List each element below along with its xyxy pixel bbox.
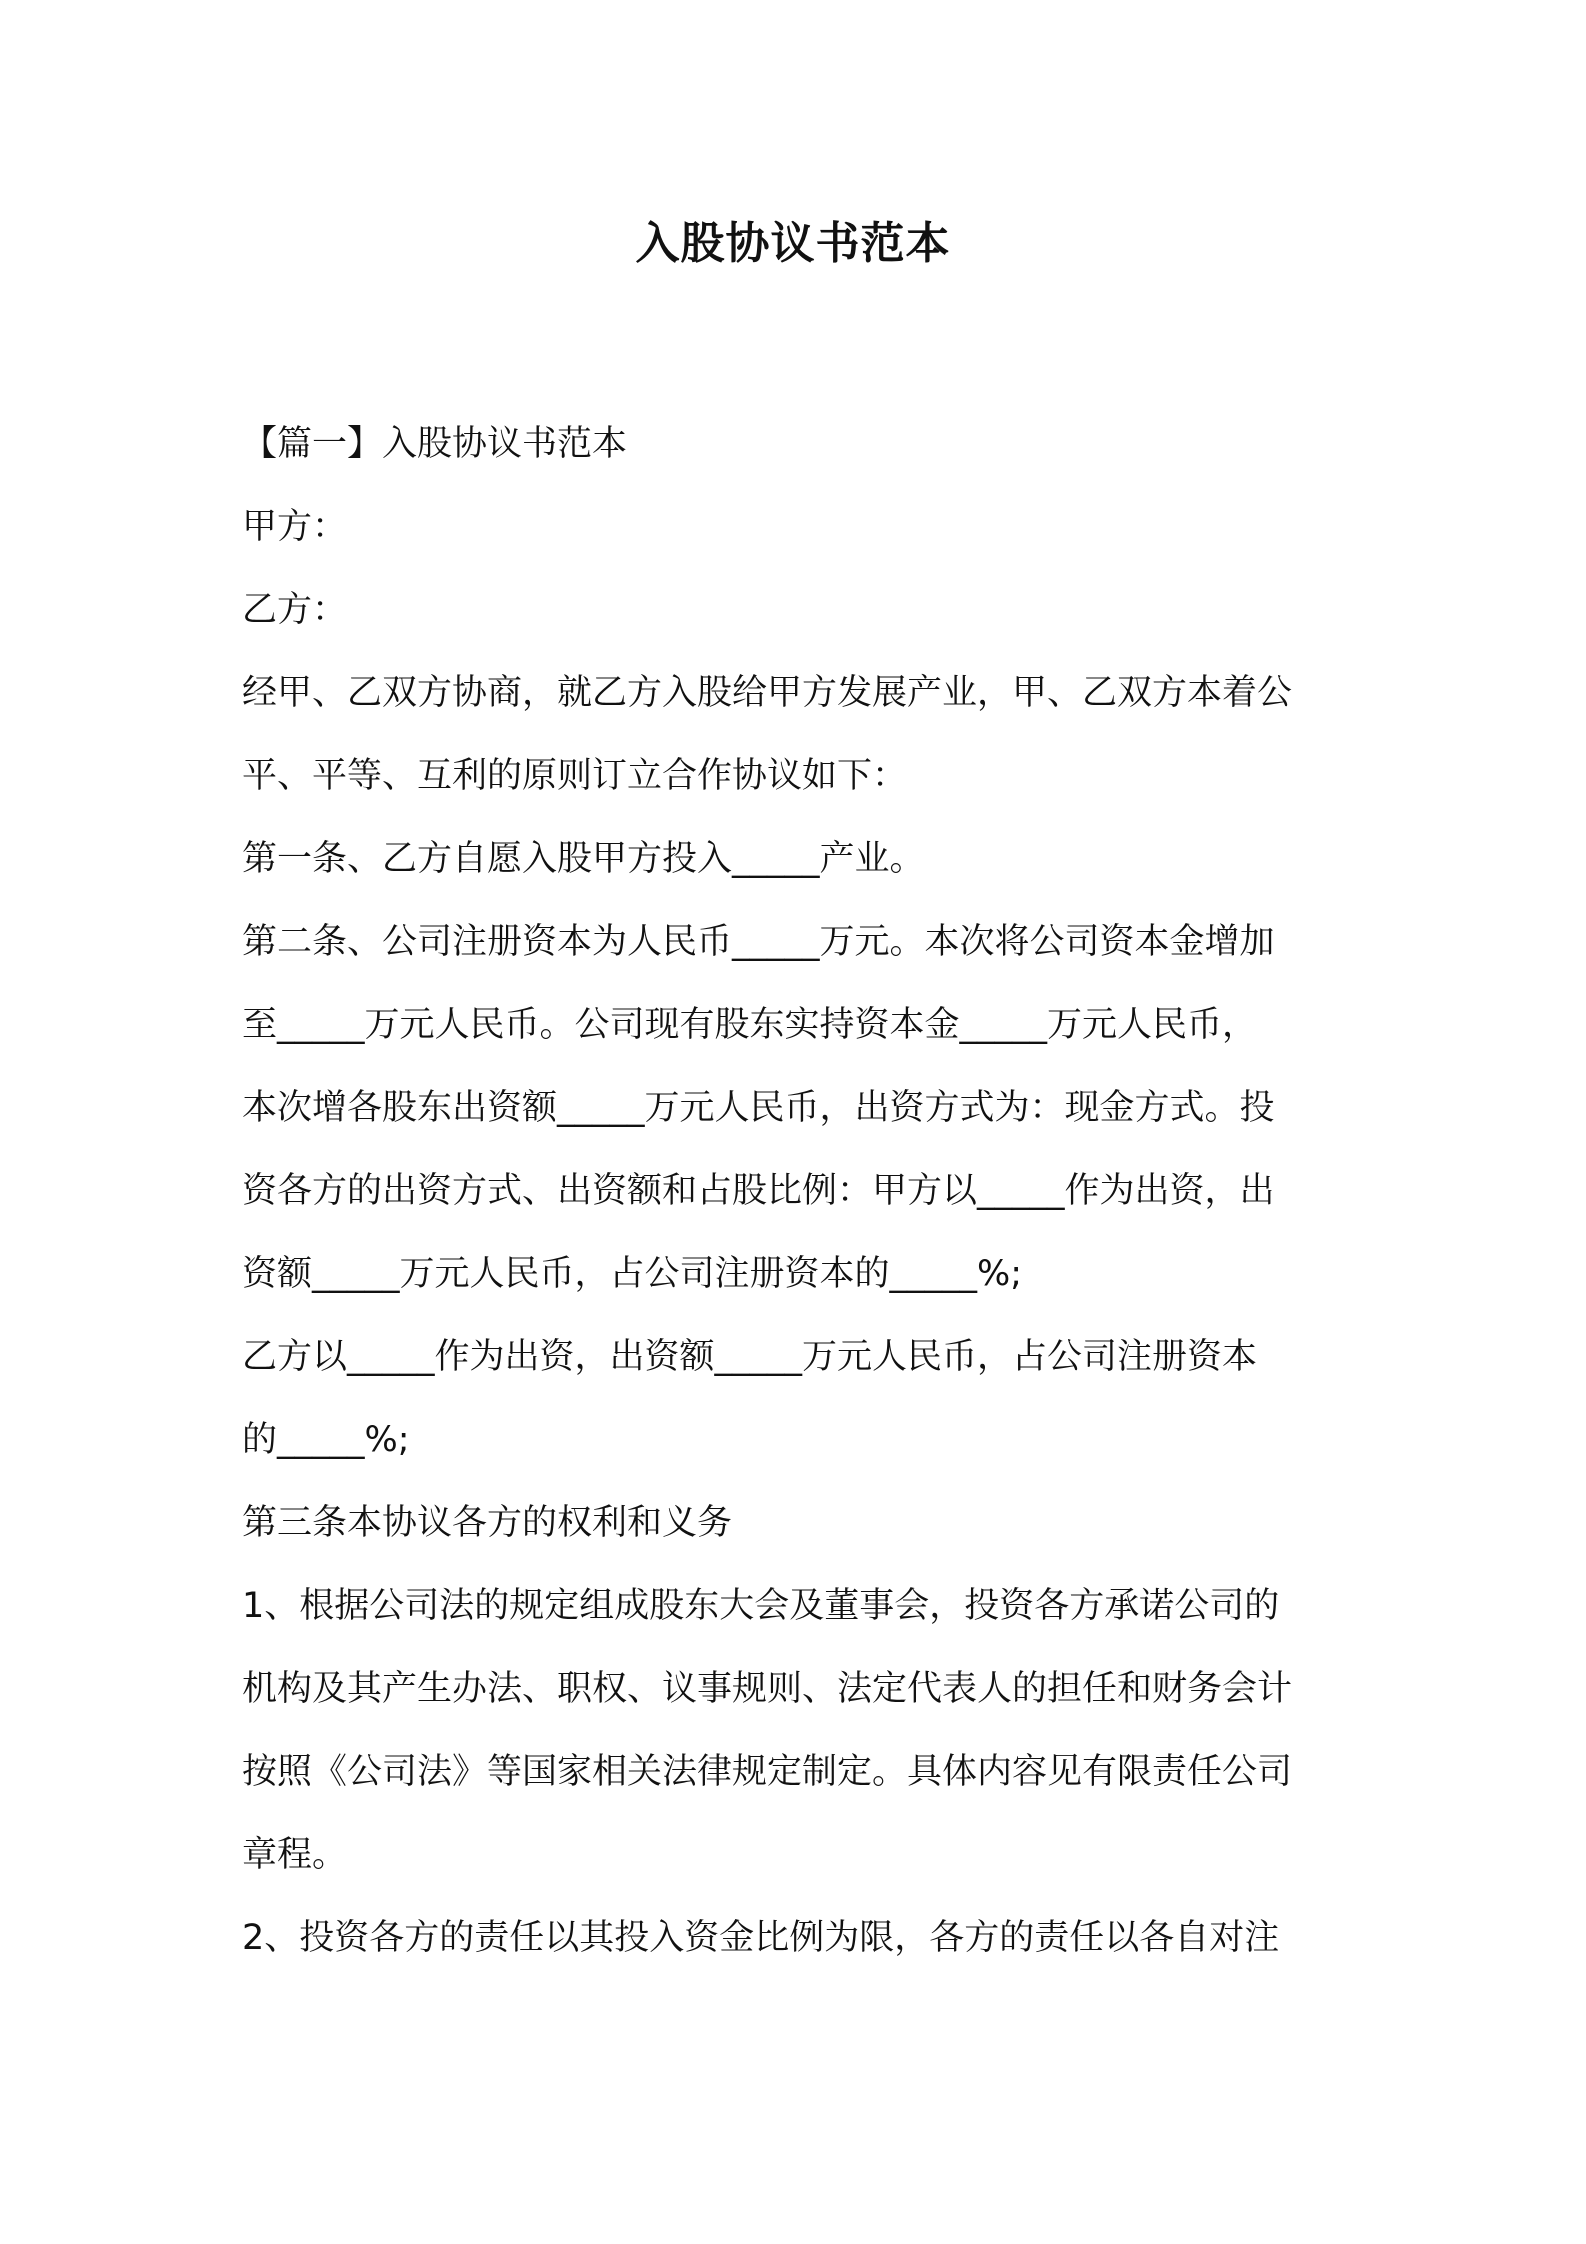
section-heading: 【篇一】入股协议书范本 [242,424,628,464]
article-2-line: 第二条、公司注册资本为人民币_____万元。本次将公司资本金增加 [242,922,1275,962]
document-title: 入股协议书范本 [635,218,951,269]
paragraph-line: 平、平等、互利的原则订立合作协议如下： [242,756,908,796]
paragraph-line: 按照《公司法》等国家相关法律规定制定。具体内容见有限责任公司 [242,1752,1293,1792]
article-3-heading: 第三条本协议各方的权利和义务 [242,1503,733,1543]
clause-2-line: 2、投资各方的责任以其投入资金比例为限，各方的责任以各自对注 [242,1918,1280,1958]
paragraph-line: 本次增各股东出资额_____万元人民币，出资方式为：现金方式。投 [242,1088,1275,1128]
paragraph-line: 机构及其产生办法、职权、议事规则、法定代表人的担任和财务会计 [242,1669,1293,1709]
paragraph-line: 资各方的出资方式、出资额和占股比例：甲方以_____作为出资，出 [242,1171,1275,1211]
paragraph-line: 经甲、乙双方协商，就乙方入股给甲方发展产业，甲、乙双方本着公 [242,673,1293,713]
paragraph-line: 的_____%; [242,1420,410,1460]
clause-1-line: 1、根据公司法的规定组成股东大会及董事会，投资各方承诺公司的 [242,1586,1280,1626]
paragraph-line: 资额_____万元人民币，占公司注册资本的_____%; [242,1254,1023,1294]
document-body [242,403,1362,1980]
paragraph-line: 乙方以_____作为出资，出资额_____万元人民币，占公司注册资本 [242,1337,1258,1377]
party-b-line: 乙方： [242,590,348,630]
article-1-line: 第一条、乙方自愿入股甲方投入_____产业。 [242,839,925,879]
paragraph-line: 至_____万元人民币。公司现有股东实持资本金_____万元人民币， [242,1005,1258,1045]
party-a-line: 甲方： [242,507,348,547]
paragraph-line: 章程。 [242,1835,348,1875]
